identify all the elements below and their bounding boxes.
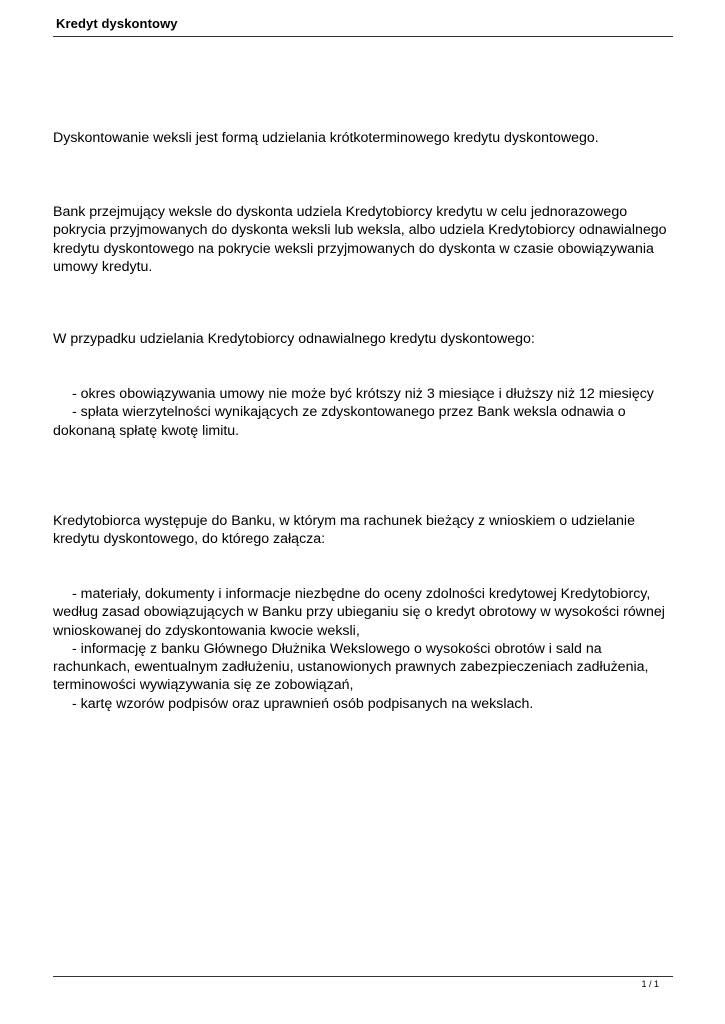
page-title: Kredyt dyskontowy [56, 16, 178, 31]
intro-paragraph: Dyskontowanie weksli jest formą udzielania krótkoterminowego kredytu dyskontowego. [53, 130, 599, 146]
list-item: - kartę wzorów podpisów oraz uprawnień osób podpisanych na wekslach. [72, 695, 534, 712]
application-paragraph: Kredytobiorca występuje do Banku, w którym ma rachunek bieżący z wnioskiem o udzielanie kredytu dyskontowego, do którego załącza: [53, 513, 635, 548]
renewable-heading: W przypadku udzielania Kredytobiorcy odnawialnego kredytu dyskontowego: [53, 331, 535, 347]
list-item: - okres obowiązywania umowy nie może być krótszy niż 3 miesiące i dłuższy niż 12 miesięcy [72, 386, 654, 402]
list-item: - informację z banku Głównego Dłużnika Wekslowego o wysokości obrotów i sald na rachunkach, ewentualnym zadłużeniu, ustanowionych prawnych zabezpieczeniach zadłużenia, terminowości wywiązywania się ze zobowiązań, [53, 640, 649, 694]
page-header [53, 14, 673, 37]
bank-paragraph: Bank przejmujący weksle do dyskonta udziela Kredytobiorcy kredytu w celu jednorazowego pokrycia przyjmowanych do dyskonta weksli lub weksla, albo udziela Kredytobiorcy odnawialnego kredytu dyskontowego na pokrycie weksli przyjmowanych do dyskonta w czasie obowiązywania umowy kredytu. [53, 204, 667, 275]
renewable-list [53, 385, 668, 440]
page-number: 1 / 1 [641, 979, 659, 989]
attachments-list [53, 585, 668, 713]
footer-divider [53, 976, 673, 977]
list-item: - spłata wierzytelności wynikających ze zdyskontowanego przez Bank weksla odnawia o dokonaną spłatę kwotę limitu. [53, 404, 626, 439]
list-item: - materiały, dokumenty i informacje niezbędne do oceny zdolności kredytowej Kredytobiorcy, według zasad obowiązujących w Banku przy ubieganiu się o kredyt obrotowy w wysokości równej wnioskowanej do zdyskontowania kwocie weksli, [53, 586, 665, 639]
